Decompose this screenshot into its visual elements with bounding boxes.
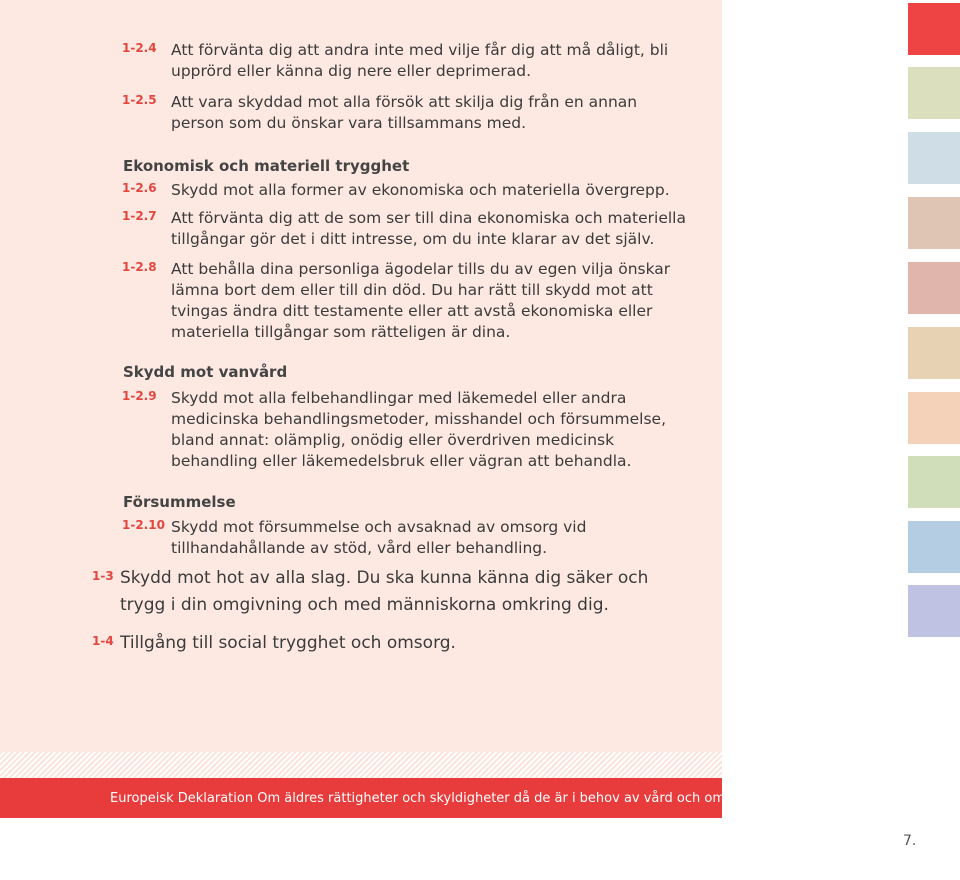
item-number: 1-4 [92,634,114,648]
item-number: 1-3 [92,569,114,583]
item-text: Skydd mot försummelse och avsaknad av omsorg vid tillhandahållande av stöd, vård eller behandling. [171,518,587,557]
section-heading-neglect: Försummelse [123,493,236,511]
item-text: Att vara skyddad mot alla försök att skilja dig från en annan person som du önskar vara tillsammans med. [171,93,638,132]
item-text: Tillgång till social trygghet och omsorg. [120,633,456,653]
color-tab [908,3,960,55]
item-text: Skydd mot alla former av ekonomiska och materiella övergrepp. [171,181,670,199]
color-tab [908,521,960,573]
hatch-stripe [0,752,722,778]
item-number: 1-2.8 [122,260,157,274]
item-number: 1-2.5 [122,93,157,107]
item-number: 1-2.4 [122,41,157,55]
color-tab [908,197,960,249]
color-tab [908,392,960,444]
footer-text: Europeisk Deklaration Om äldres rättigheter och skyldigheter då de är i behov av vård och omsorg [110,791,754,806]
item-text: Skydd mot hot av alla slag. Du ska kunna känna dig säker och trygg i din omgivning och med människorna omkring dig. [120,568,649,615]
footer-bar [0,778,754,818]
item-number: 1-2.7 [122,209,157,223]
item-text: Att behålla dina personliga ägodelar tills du av egen vilja önskar lämna bort dem eller till din död. Du har rätt till skydd mot att tvingas ändra ditt testamente eller att avstå ekonomiska eller materiella tillgångar som rätteligen är dina. [171,260,671,341]
item-text: Skydd mot alla felbehandlingar med läkemedel eller andra medicinska behandlingsmetoder, misshandel och försummelse, bland annat: olämplig, onödig eller överdriven medicinsk behandling eller läkemedelsbruk eller vägran att behandla. [171,389,667,470]
color-tab [908,132,960,184]
item-text: Att förvänta dig att andra inte med vilje får dig att må dåligt, bli upprörd eller känna dig nere eller deprimerad. [171,41,669,80]
color-tab [908,585,960,637]
color-tab [908,327,960,379]
color-tab [908,456,960,508]
section-heading-abuse: Skydd mot vanvård [123,363,288,381]
page-number: 7. [903,833,917,849]
item-number: 1-2.9 [122,389,157,403]
color-tab [908,67,960,119]
section-heading-economic: Ekonomisk och materiell trygghet [123,157,410,175]
item-number: 1-2.6 [122,181,157,195]
item-number: 1-2.10 [122,518,165,532]
color-tab [908,262,960,314]
item-text: Att förvänta dig att de som ser till dina ekonomiska och materiella tillgångar gör det i ditt intresse, om du inte klarar av det själv. [171,209,686,248]
